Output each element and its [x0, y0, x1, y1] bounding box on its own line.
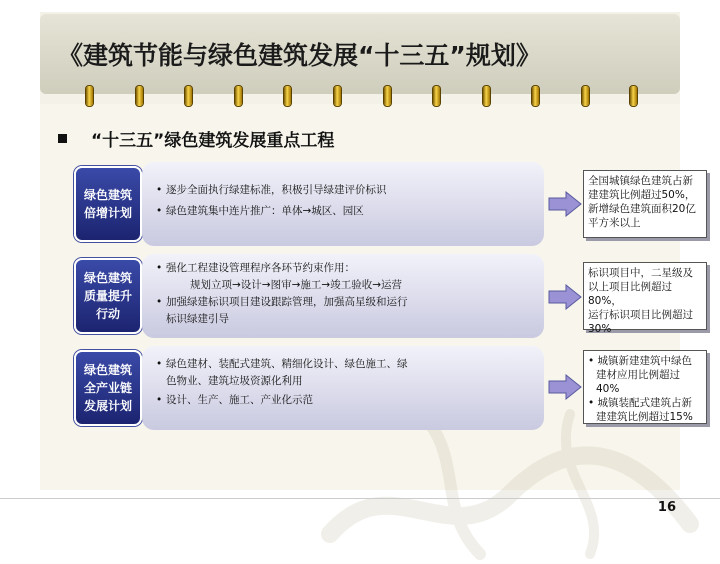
target-line: 建建筑比例超过50%， — [588, 189, 696, 201]
row-label-line: 发展计划 — [83, 399, 132, 413]
list-item-text: 设计、生产、施工、产业化示范 — [166, 394, 313, 406]
project-row-doubling — [70, 162, 696, 246]
right-arrow-icon — [548, 284, 582, 310]
slide-title: 《建筑节能与绿色建筑发展“十三五”规划》 — [58, 41, 541, 70]
list-item-text: 强化工程建设管理程序各环节约束作用： — [166, 262, 355, 274]
target-line: • 城镇装配式建筑占新 — [588, 397, 693, 409]
binder-ring-icon — [185, 86, 192, 106]
list-item-text: 绿色建筑集中连片推广：单体→城区、园区 — [166, 205, 364, 217]
list-item — [156, 392, 534, 409]
row-label-line: 绿色建筑 — [83, 188, 132, 202]
list-item — [156, 260, 534, 277]
binder-ring-icon — [235, 86, 242, 106]
list-item-continuation: 标识绿建引导 — [166, 313, 229, 325]
right-arrow-icon — [548, 191, 582, 217]
target-line: 建建筑比例超过15% — [596, 411, 693, 423]
target-line: 30% — [588, 323, 612, 335]
binder-ring-icon — [483, 86, 490, 106]
row-content — [142, 162, 544, 246]
target-line: 标识项目中，二星级及 — [588, 267, 693, 279]
target-box — [583, 262, 707, 335]
binder-ring-icon — [384, 86, 391, 106]
section-heading-text: “十三五”绿色建筑发展重点工程 — [91, 131, 335, 151]
row-label-line: 行动 — [95, 307, 120, 321]
row-label — [74, 166, 142, 242]
bullet-dot: • — [156, 184, 163, 196]
list-item — [156, 203, 534, 220]
target-line: • 城镇新建建筑中绿色 — [588, 355, 693, 367]
list-item-text: 逐步全面执行绿建标准，积极引导绿建评价标识 — [166, 184, 387, 196]
row-content — [142, 346, 544, 430]
list-item-text: 加强绿建标识项目建设跟踪管理，加强高星级和运行 — [166, 296, 408, 308]
target-box — [583, 170, 707, 238]
row-label-line: 绿色建筑 — [83, 363, 132, 377]
section-heading — [58, 126, 334, 151]
binder-ring-icon — [136, 86, 143, 106]
bullet-dot: • — [156, 205, 163, 217]
square-bullet-icon — [58, 134, 67, 143]
target-line: 平方米以上 — [588, 217, 641, 229]
target-box — [583, 350, 707, 424]
list-item — [156, 182, 534, 199]
row-label-line: 质量提升 — [83, 289, 132, 303]
row-content — [142, 254, 544, 338]
binder-ring-icon — [433, 86, 440, 106]
target-line: 全国城镇绿色建筑占新 — [588, 175, 693, 187]
target-line: 建材应用比例超过40% — [596, 369, 680, 395]
list-item — [156, 356, 534, 373]
binder-ring-icon — [532, 86, 539, 106]
row-label — [74, 258, 142, 334]
right-arrow-icon — [548, 374, 582, 400]
row-label-line: 绿色建筑 — [83, 271, 132, 285]
binder-rings — [0, 86, 720, 108]
bullet-dot: • — [156, 262, 163, 274]
row-label-line: 倍增计划 — [83, 206, 132, 220]
target-line: 运行标识项目比例超过 — [588, 309, 693, 321]
footer-divider — [0, 498, 720, 499]
bullet-dot: • — [156, 296, 163, 308]
row-label — [74, 350, 142, 426]
target-line: 以上项目比例超过80%， — [588, 281, 672, 307]
bullet-dot: • — [156, 394, 163, 406]
binder-ring-icon — [582, 86, 589, 106]
list-item — [156, 294, 534, 311]
list-item-text: 绿色建材、装配式建筑、精细化设计、绿色施工、绿 — [166, 358, 408, 370]
binder-ring-icon — [284, 86, 291, 106]
binder-ring-icon — [630, 86, 637, 106]
binder-ring-icon — [334, 86, 341, 106]
project-row-industry-chain — [70, 346, 693, 430]
bullet-dot: • — [156, 358, 163, 370]
project-row-quality — [70, 254, 693, 338]
row-label-line: 全产业链 — [83, 381, 132, 395]
binder-ring-icon — [86, 86, 93, 106]
list-item-continuation: 色物业、建筑垃圾资源化利用 — [166, 375, 303, 387]
page-number: 16 — [657, 500, 676, 515]
list-item-continuation: 规划立项→设计→图审→施工→竣工验收→运营 — [190, 279, 402, 291]
target-line: 新增绿色建筑面积20亿 — [588, 203, 696, 215]
